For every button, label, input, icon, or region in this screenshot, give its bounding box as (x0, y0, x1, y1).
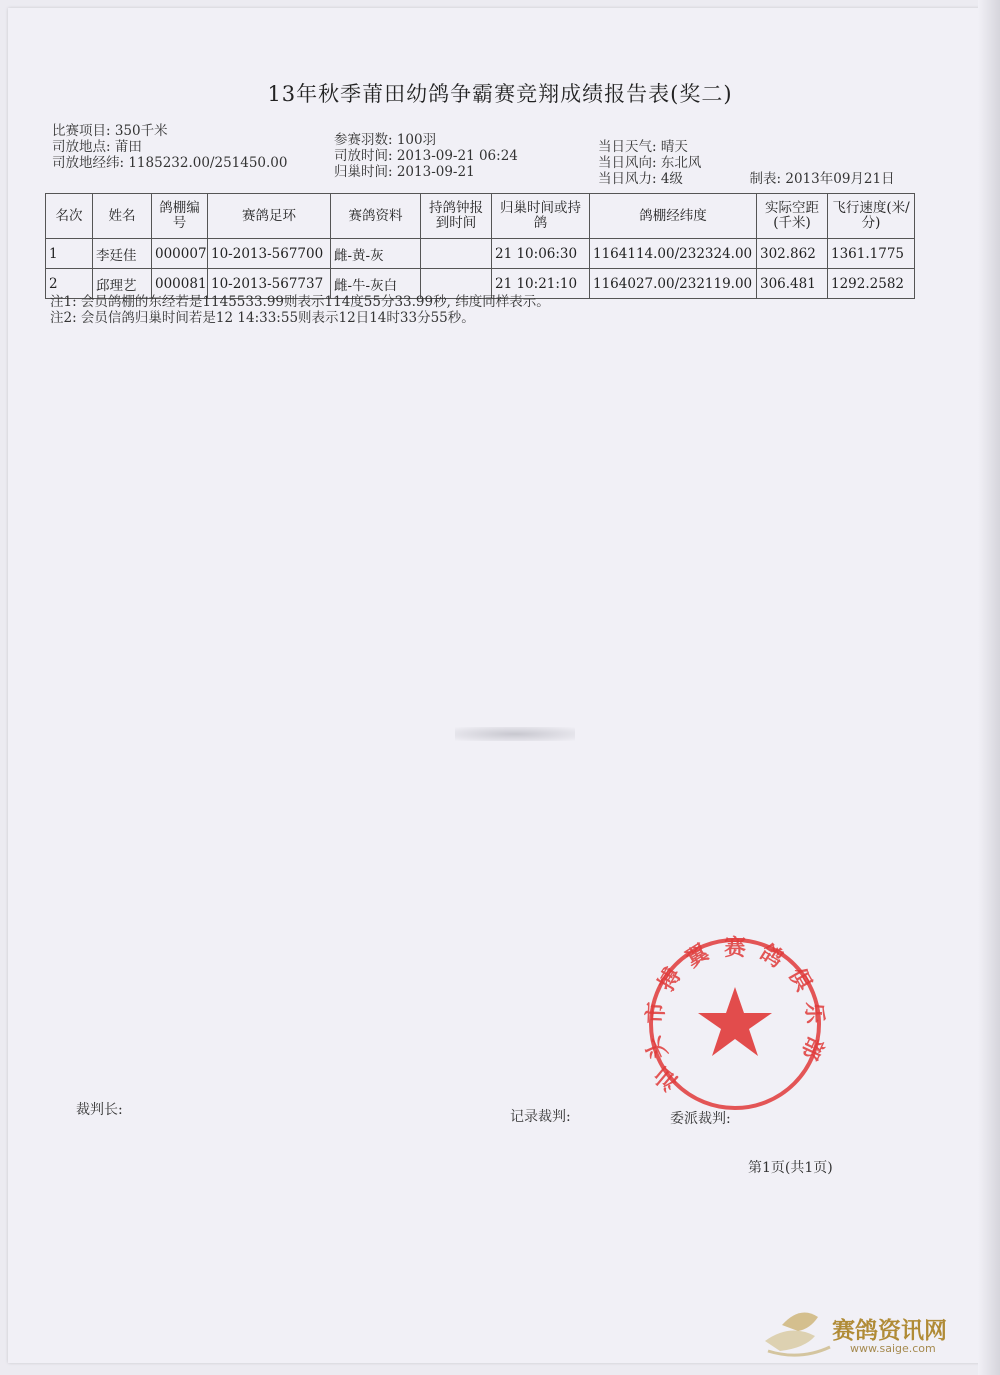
meta-middle (334, 132, 518, 180)
cell-loft: 000007 (152, 239, 208, 269)
svg-text:翼: 翼 (681, 940, 714, 973)
club-seal (641, 935, 828, 1113)
svg-text:汕: 汕 (650, 1061, 684, 1095)
cell-ring: 10-2013-567737 (208, 269, 331, 299)
cell-coords: 1164027.00/232119.00 (590, 269, 757, 299)
cell-rank: 2 (46, 269, 93, 299)
event-field: 比赛项目: 350千米 (52, 123, 168, 139)
meta-right (598, 139, 895, 187)
release-coords-field: 司放地经纬: 1185232.00/251450.00 (52, 155, 288, 171)
entries-field: 参赛羽数: 100羽 (334, 132, 437, 148)
cell-loft: 000081 (152, 269, 208, 299)
svg-text:市: 市 (643, 1001, 670, 1025)
release-place-field: 司放地点: 莆田 (52, 139, 142, 155)
cell-coords: 1164114.00/232324.00 (590, 239, 757, 269)
cell-info: 雌-黄-灰 (331, 239, 421, 269)
svg-text:乐: 乐 (800, 1001, 827, 1025)
results-table (45, 193, 915, 299)
return-time-field: 归巢时间: 2013-09-21 (334, 164, 475, 180)
note-2: 注2: 会员信鸽归巢时间若是12 14:33:55则表示12日14时33分55秒。 (50, 310, 475, 326)
notes (50, 294, 550, 326)
cell-name: 李廷佳 (93, 239, 152, 269)
svg-text:俱: 俱 (783, 963, 816, 996)
header-ring: 赛鸽足环 (208, 194, 331, 239)
page-number: 第1页(共1页) (748, 1160, 833, 1176)
header-coords: 鸽棚经纬度 (590, 194, 757, 239)
svg-text:搏: 搏 (654, 963, 687, 996)
wind-force-field (598, 171, 895, 187)
report-title: 13年秋季莆田幼鸽争霸赛竞翔成绩报告表(奖二) (267, 82, 733, 106)
cell-rank: 1 (46, 239, 93, 269)
made-date-text: 制表: 2013年09月21日 (749, 171, 895, 187)
header-arrive: 归巢时间或持鸽 (492, 194, 590, 239)
cell-speed: 1292.2582 (828, 269, 915, 299)
note-1: 注1: 会员鸽棚的东经若是1145533.99则表示114度55分33.99秒, 纬度同样表示。 (50, 294, 550, 310)
watermark-text: 赛鸽资讯网 (832, 1318, 947, 1344)
cell-distance: 306.481 (757, 269, 828, 299)
wind-direction-field: 当日风向: 东北风 (598, 155, 702, 171)
cell-ring: 10-2013-567700 (208, 239, 331, 269)
assigned-referee-label: 委派裁判: (670, 1111, 731, 1127)
weather-field: 当日天气: 晴天 (598, 139, 688, 155)
recorder-label: 记录裁判: (510, 1109, 571, 1125)
meta-left (52, 123, 288, 171)
cell-name: 邱理艺 (93, 269, 152, 299)
paper-edge (978, 0, 1000, 1375)
release-time-field: 司放时间: 2013-09-21 06:24 (334, 148, 518, 164)
table-row (46, 239, 915, 269)
paper-smudge (455, 727, 575, 741)
cell-speed: 1361.1775 (828, 239, 915, 269)
watermark-url: www.saige.com (850, 1342, 936, 1355)
table-header-row (46, 194, 915, 239)
svg-text:赛: 赛 (723, 936, 747, 961)
header-speed: 飞行速度(米/分) (828, 194, 915, 239)
cell-arrive: 21 10:21:10 (492, 269, 590, 299)
header-clock: 持鸽钟报到时间 (421, 194, 492, 239)
svg-text:头: 头 (641, 1032, 674, 1064)
header-distance: 实际空距(千米) (757, 194, 828, 239)
cell-arrive: 21 10:06:30 (492, 239, 590, 269)
header-info: 赛鸽资料 (331, 194, 421, 239)
header-loft: 鸽棚编号 (152, 194, 208, 239)
cell-clock (421, 239, 492, 269)
chief-referee-label: 裁判长: (76, 1102, 123, 1118)
wind-force-text: 当日风力: 4级 (598, 171, 683, 187)
cell-distance: 302.862 (757, 239, 828, 269)
svg-text:鸽: 鸽 (755, 940, 788, 973)
header-name: 姓名 (93, 194, 152, 239)
svg-text:部: 部 (795, 1032, 828, 1064)
header-rank: 名次 (46, 194, 93, 239)
cell-info: 雌-牛-灰白 (331, 269, 421, 299)
